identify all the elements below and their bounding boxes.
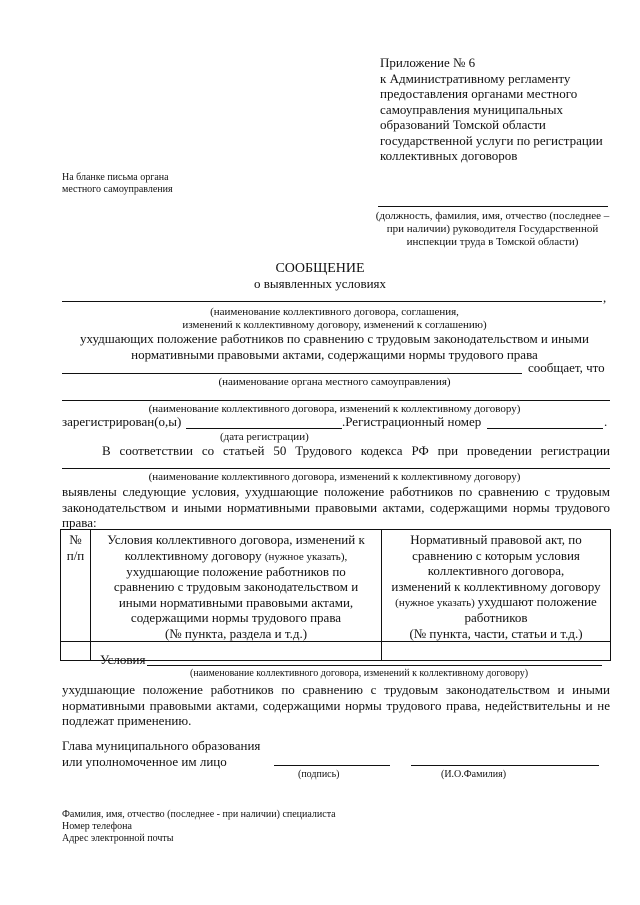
collective-agreement-field[interactable] bbox=[62, 301, 602, 302]
header-conditions bbox=[91, 530, 382, 642]
appendix-line: Приложение № 6 bbox=[380, 55, 476, 70]
letterhead-line: местного самоуправления bbox=[62, 184, 173, 195]
full-name-hint: (И.О.Фамилия) bbox=[441, 769, 507, 780]
document-title: СООБЩЕНИЕ bbox=[275, 261, 365, 276]
agreement-name-field-2[interactable] bbox=[62, 468, 610, 469]
specialist-info-line: Адрес электронной почты bbox=[62, 833, 174, 844]
letterhead-note bbox=[62, 172, 262, 196]
header-conditions-line: (№ пункта, раздела и т.д.) bbox=[164, 625, 308, 641]
hint-agreement-line: (наименование коллективного договора, соглашения, bbox=[210, 306, 459, 318]
header-conditions-line: ухудшающие положение работников по bbox=[126, 563, 346, 579]
specialist-info bbox=[62, 809, 336, 845]
table-cell-number[interactable] bbox=[61, 642, 91, 661]
signature-field[interactable] bbox=[274, 765, 390, 766]
header-normative-act bbox=[382, 530, 611, 642]
registered-label: зарегистрирован(о,ы) bbox=[62, 414, 182, 429]
agreement-name-field-3[interactable] bbox=[147, 665, 602, 666]
addressee-hint-line: инспекции труда в Томской области) bbox=[406, 236, 579, 248]
header-conditions-line: Условия коллективного договора, изменений к bbox=[107, 532, 365, 547]
table-header-row bbox=[61, 530, 611, 642]
header-normative-line: Нормативный правовой акт, по bbox=[410, 532, 582, 547]
header-number-line: № bbox=[69, 532, 82, 547]
hint-agreement-3: (наименование коллективного договора, изменений к коллективному договору) bbox=[148, 471, 521, 483]
addressee-hint bbox=[360, 210, 625, 249]
header-conditions-hint: (нужное указать), bbox=[264, 550, 348, 563]
addressee-hint-line: (должность, фамилия, имя, отчество (последнее – bbox=[375, 210, 610, 222]
hint-agreement-line: изменений к коллективному договору, изменений к соглашению) bbox=[182, 319, 487, 331]
document-subtitle: о выявленных условиях bbox=[253, 276, 387, 291]
addressee-line bbox=[378, 206, 608, 207]
accordance-text: В соответствии со статьей 50 Трудового кодекса РФ при проведении регистрации bbox=[102, 443, 610, 458]
hint-agreement bbox=[62, 306, 607, 332]
table-cell-normative-act[interactable] bbox=[382, 642, 611, 661]
full-name-field[interactable] bbox=[411, 765, 599, 766]
regnum-label: .Регистрационный номер bbox=[342, 414, 482, 429]
header-conditions-line: содержащими нормы трудового права bbox=[130, 610, 342, 625]
specialist-info-line: Фамилия, имя, отчество (последнее - при наличии) специалиста bbox=[62, 809, 336, 820]
header-normative-line: работников bbox=[464, 610, 528, 625]
signatory-line: Глава муниципального образования bbox=[62, 738, 261, 753]
comma: , bbox=[603, 290, 607, 305]
appendix-line: коллективных договоров bbox=[380, 148, 518, 163]
appendix-line: образований Томской области bbox=[380, 117, 546, 132]
hint-agreement-2: (наименование коллективного договора, изменений к коллективному договору) bbox=[148, 403, 521, 415]
appendix-line: к Административному регламенту bbox=[380, 70, 571, 86]
specialist-info-line: Номер телефона bbox=[62, 821, 132, 832]
appendix-line: самоуправления муниципальных bbox=[380, 101, 564, 117]
text-worsening-line: нормативными правовыми актами, содержащими нормы трудового права bbox=[131, 346, 538, 362]
appendix-line: предоставления органами местного bbox=[380, 86, 578, 101]
period: . bbox=[604, 414, 608, 429]
header-normative-line: коллективного договора, bbox=[427, 563, 565, 578]
reports-text: сообщает, что bbox=[528, 360, 605, 375]
registration-number-field[interactable] bbox=[487, 428, 603, 429]
header-conditions-text: коллективному договору bbox=[124, 547, 265, 563]
paragraph-conditions: выявлены следующие условия, ухудшающие положение работников по сравнению с трудовым законодательством и иными нормативными правовыми актами, содержащими нормы трудового права: bbox=[62, 484, 610, 530]
header-number bbox=[61, 530, 91, 642]
paragraph-invalid: ухудшающие положение работников по сравнению с трудовым законодательством и иными нормативными правовыми актами, содержащими нормы трудового права, недействительны и не подлежат применению. bbox=[62, 682, 610, 728]
header-normative-text: ухудшают положение bbox=[477, 594, 597, 609]
conditions-table bbox=[60, 529, 611, 661]
signature-hint: (подпись) bbox=[298, 769, 340, 780]
header-number-line: п/п bbox=[66, 547, 85, 563]
header-conditions-line: сравнению с трудовым законодательством и bbox=[113, 579, 359, 594]
letterhead-line: На бланке письма органа bbox=[62, 172, 169, 183]
signatory-line: или уполномоченное им лицо bbox=[62, 753, 227, 769]
registration-date-field[interactable] bbox=[186, 428, 342, 429]
conditions-label: Условия bbox=[100, 652, 146, 667]
header-conditions-line: иными нормативными правовыми актами, bbox=[118, 594, 354, 610]
header-normative-hint: (нужное указать) bbox=[395, 597, 478, 609]
header-normative-line: сравнению с которым условия bbox=[412, 547, 580, 563]
signatory-title bbox=[62, 738, 260, 769]
appendix-block bbox=[380, 55, 630, 164]
header-normative-line: (№ пункта, части, статьи и т.д.) bbox=[409, 625, 583, 641]
header-normative-line: изменений к коллективному договору bbox=[391, 578, 601, 594]
agreement-name-field[interactable] bbox=[62, 400, 610, 401]
appendix-line: государственной услуги по регистрации bbox=[380, 132, 603, 148]
hint-date: (дата регистрации) bbox=[220, 431, 309, 443]
header-normative-line bbox=[382, 594, 610, 610]
organ-name-field[interactable] bbox=[62, 373, 522, 374]
hint-agreement-4: (наименование коллективного договора, изменений к коллективному договору) bbox=[190, 668, 529, 679]
addressee-hint-line: при наличии) руководителя Государственной bbox=[386, 223, 599, 235]
text-worsening bbox=[62, 331, 607, 362]
hint-organ: (наименование органа местного самоуправления) bbox=[218, 376, 451, 388]
text-worsening-line: ухудшающих положение работников по сравнению с трудовым законодательством и иными bbox=[80, 331, 589, 346]
header-conditions-line bbox=[91, 548, 381, 564]
